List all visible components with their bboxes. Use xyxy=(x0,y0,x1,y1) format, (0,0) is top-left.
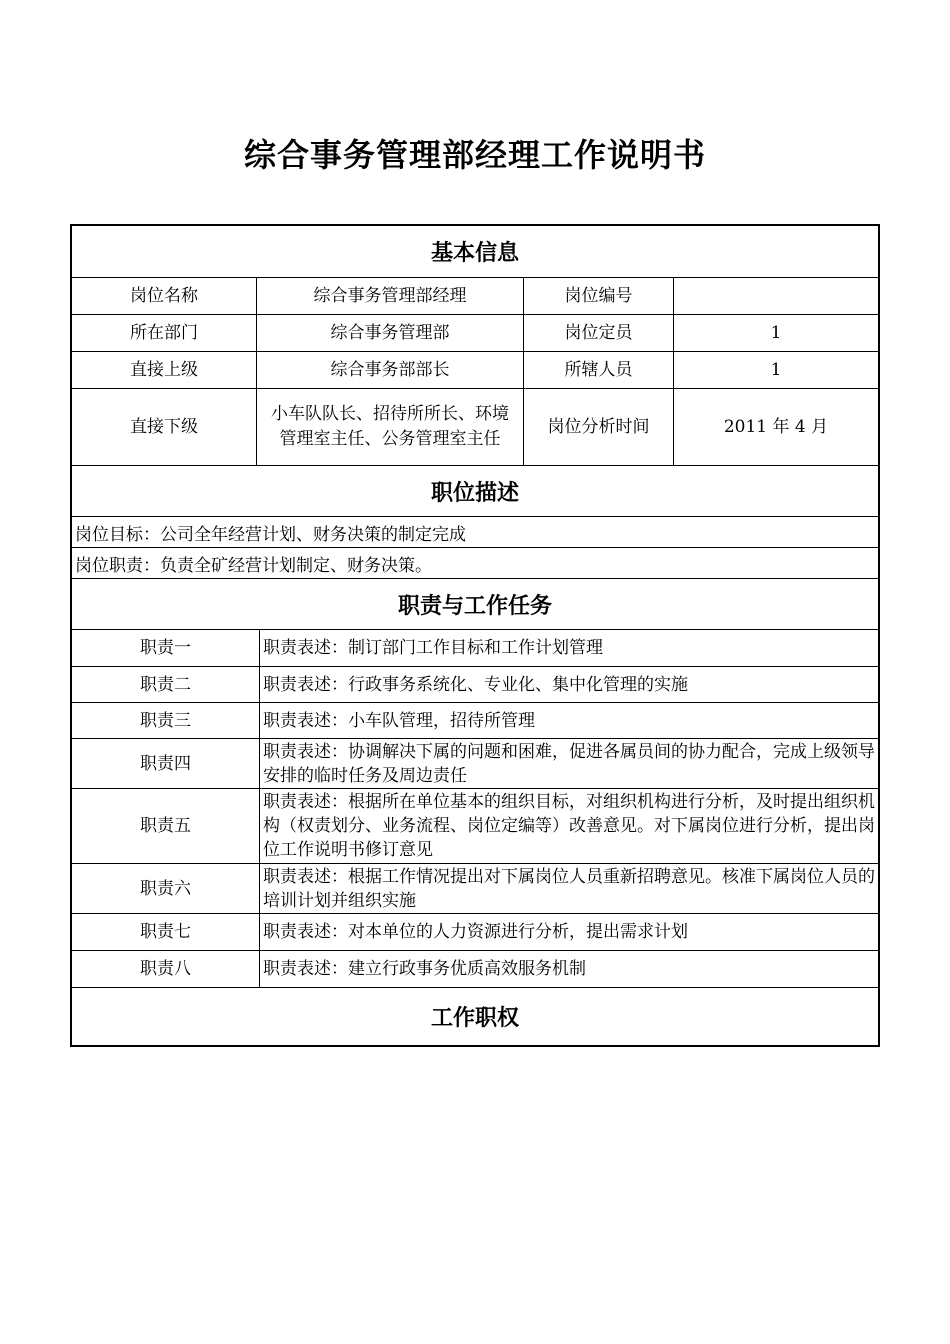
table-row xyxy=(72,914,878,951)
duty-label: 职责三 xyxy=(72,703,260,738)
field-value: 综合事务管理部 xyxy=(257,315,524,351)
table-row xyxy=(72,739,878,789)
duty-label: 职责五 xyxy=(72,789,260,863)
duty-text: 职责表述：对本单位的人力资源进行分析，提出需求计划 xyxy=(263,922,688,942)
field-value: 1 xyxy=(770,360,782,380)
table-row xyxy=(72,548,878,579)
field-label: 岗位名称 xyxy=(72,278,257,314)
field-value xyxy=(674,278,878,314)
duty-text: 职责表述：小车队管理，招待所管理 xyxy=(263,710,535,731)
section-header-duties: 职责与工作任务 xyxy=(72,579,878,630)
table-row xyxy=(72,951,878,988)
duty-label: 职责一 xyxy=(72,630,260,666)
duty-label: 职责七 xyxy=(72,914,260,950)
document-title: 综合事务管理部经理工作说明书 xyxy=(243,136,706,174)
field-value: 综合事务管理部经理 xyxy=(257,278,524,314)
duty-text: 职责表述：建立行政事务优质高效服务机制 xyxy=(263,959,586,979)
table-row xyxy=(72,352,878,389)
duty-text: 职责表述：根据工作情况提出对下属岗位人员重新招聘意见。核准下属岗位人员的培训计划并组织实施 xyxy=(263,866,875,911)
section-header-description: 职位描述 xyxy=(72,466,878,517)
field-label: 岗位定员 xyxy=(524,315,674,351)
job-description-table xyxy=(70,224,880,1047)
field-value: 小车队队长、招待所所长、环境管理室主任、公务管理室主任 xyxy=(257,389,524,465)
field-value: 2011 年 4 月 xyxy=(723,417,829,437)
section-header-basic-info: 基本信息 xyxy=(72,226,878,278)
table-row xyxy=(72,667,878,703)
duty-text: 职责表述：协调解决下属的问题和困难，促进各属员间的协力配合，完成上级领导安排的临时任务及周边责任 xyxy=(263,741,875,786)
duty-text: 职责表述：根据所在单位基本的组织目标，对组织机构进行分析，及时提出组织机构（权责划分、业务流程、岗位定编等）改善意见。对下属岗位进行分析，提出岗位工作说明书修订意见 xyxy=(263,792,875,860)
position-goal: 岗位目标：公司全年经营计划、财务决策的制定完成 xyxy=(75,524,466,545)
field-label: 所在部门 xyxy=(72,315,257,351)
field-label: 直接下级 xyxy=(72,389,257,465)
position-duty: 岗位职责：负责全矿经营计划制定、财务决策。 xyxy=(75,555,432,576)
duty-text: 职责表述：行政事务系统化、专业化、集中化管理的实施 xyxy=(263,674,688,695)
duty-label: 职责四 xyxy=(72,739,260,788)
table-row xyxy=(72,278,878,315)
field-value: 综合事务部部长 xyxy=(257,352,524,388)
duty-label: 职责八 xyxy=(72,951,260,987)
duty-text: 职责表述：制订部门工作目标和工作计划管理 xyxy=(263,638,603,658)
table-row xyxy=(72,864,878,914)
field-label: 岗位分析时间 xyxy=(524,389,674,465)
table-row xyxy=(72,703,878,739)
table-row xyxy=(72,630,878,667)
duty-label: 职责二 xyxy=(72,667,260,702)
table-row xyxy=(72,517,878,548)
field-value: 1 xyxy=(770,323,782,343)
table-row xyxy=(72,389,878,466)
table-row xyxy=(72,789,878,864)
table-row xyxy=(72,315,878,352)
field-label: 岗位编号 xyxy=(524,278,674,314)
field-label: 直接上级 xyxy=(72,352,257,388)
field-label: 所辖人员 xyxy=(524,352,674,388)
section-header-authority: 工作职权 xyxy=(430,1006,519,1031)
duty-label: 职责六 xyxy=(72,864,260,913)
